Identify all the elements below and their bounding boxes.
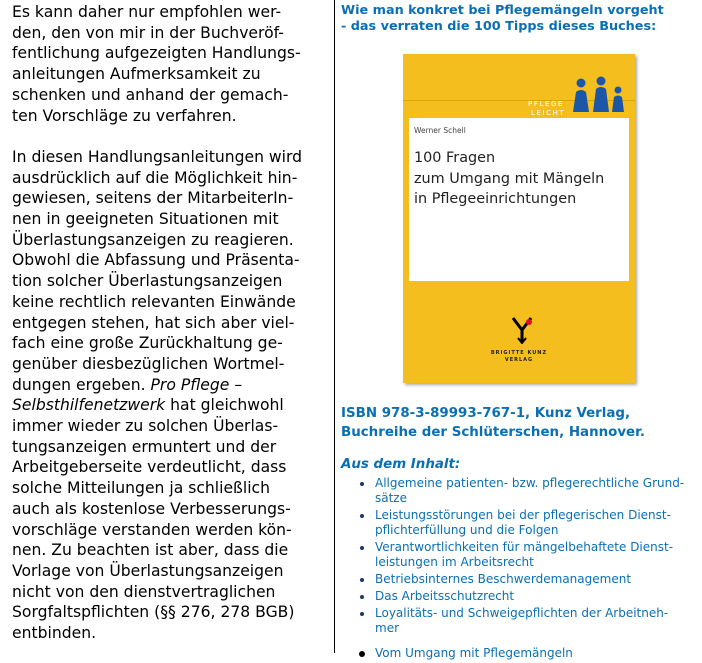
- cover-title-panel: [409, 118, 629, 281]
- bullet-icon: [360, 578, 364, 582]
- publisher-name: VERLAG: [504, 357, 534, 363]
- text-line: Obwohl die Abfassung und Präsenta-: [12, 251, 300, 270]
- paragraph-1: [12, 2, 330, 126]
- italic-name: Selbsthilfenetzwerk: [12, 396, 166, 415]
- list-item: Allgemeine patienten- bzw. pflegerechtliche Grund- sätze: [355, 476, 695, 506]
- text-line: ausdrücklich auf die Möglichkeit hin-: [12, 168, 298, 187]
- bullet-icon: [360, 612, 364, 616]
- text-line: Überlastungsanzeigen zu reagieren.: [12, 230, 294, 249]
- book-heading: [341, 3, 697, 35]
- text-line: Arbeitgeberseite verdeutlicht, dass: [12, 458, 287, 477]
- text-line: tungsanzeigen ermuntert und der: [12, 437, 277, 456]
- text-line: Sorgfaltspflichten (§§ 276, 278 BGB): [12, 603, 295, 622]
- bullet-icon: [360, 546, 364, 550]
- text-line: ten Vorschläge zu verfahren.: [12, 106, 237, 125]
- text-line: tion solcher Überlastungsanzeigen: [12, 272, 283, 291]
- book-cover[interactable]: [403, 54, 635, 383]
- contents-heading: Aus dem Inhalt:: [341, 457, 461, 472]
- bullet-icon: [360, 514, 364, 518]
- series-label: PFLEGE: [528, 100, 565, 108]
- list-item: Betriebsinternes Beschwerdemanagement: [355, 572, 695, 587]
- text-line: nicht von den dienstvertraglichen: [12, 582, 276, 601]
- text-line: keine rechtlich relevanten Einwände: [12, 292, 296, 311]
- column-divider: [334, 0, 335, 653]
- title-line: zum Umgang mit Mängeln: [414, 170, 605, 187]
- list-item: Vom Umgang mit Pflegemängeln: [355, 646, 695, 661]
- bullet-icon: [360, 595, 364, 599]
- text-line: nen in geeigneten Situationen mit: [12, 210, 279, 229]
- contents-list: [355, 476, 695, 663]
- text-line: In diesen Handlungsanleitungen wird: [12, 147, 303, 166]
- text-line: vorschläge verstanden werden kön-: [12, 520, 292, 539]
- text-line: schenken und anhand der gemach-: [12, 85, 289, 104]
- bullet-icon: [359, 651, 365, 657]
- text-line: entgegen stehen, hat sich aber viel-: [12, 313, 295, 332]
- isbn-line: Buchreihe der Schlüterschen, Hannover.: [341, 425, 645, 440]
- text-line: gewiesen, seitens der MitarbeiterIn-: [12, 189, 294, 208]
- text-line: den, den von mir in der Buchveröf-: [12, 23, 284, 42]
- text-line: nen. Zu beachten ist aber, dass die: [12, 541, 289, 560]
- text-line: fentlichung aufgezeigten Handlungs-: [12, 44, 301, 63]
- heading-line: - das verraten die 100 Tipps dieses Buches:: [341, 19, 657, 34]
- list-item: Loyalitäts- und Schweigepflichten der Arbeitneh- mer: [355, 606, 695, 636]
- text-line: immer wieder zu solchen Überlas-: [12, 417, 279, 436]
- book-info-column: [341, 0, 697, 660]
- list-item: Verantwortlichkeiten für mängelbehaftete Dienst- leistungen im Arbeitsrecht: [355, 540, 695, 570]
- heading-line: Wie man konkret bei Pflegemängeln vorgeht: [341, 3, 664, 18]
- isbn-info: [341, 404, 697, 442]
- text-line: anleitungen Aufmerksamkeit zu: [12, 65, 261, 84]
- people-logo-icon: [567, 76, 627, 112]
- text-fragment: hat gleichwohl: [165, 396, 284, 415]
- list-item: Leistungsstörungen bei der pflegerischen Dienst- pflichterfüllung und die Folgen: [355, 508, 695, 538]
- title-line: 100 Fragen: [414, 150, 496, 166]
- text-line: auch als kostenlose Verbesserungs-: [12, 499, 291, 518]
- list-item: Das Arbeitsschutzrecht: [355, 589, 695, 604]
- title-line: in Pflegeeinrichtungen: [414, 191, 577, 208]
- text-line: solche Mitteilungen ja schließlich: [12, 479, 271, 498]
- body-text-column: [12, 2, 330, 644]
- text-fragment: dungen ergeben.: [12, 375, 151, 394]
- book-author: Werner Schell: [414, 126, 466, 135]
- book-title: [414, 148, 624, 210]
- paragraph-2: [12, 147, 330, 644]
- isbn-line: ISBN 978-3-89993-767-1, Kunz Verlag,: [341, 406, 631, 421]
- bullet-icon: [360, 482, 364, 486]
- text-line: entbinden.: [12, 624, 97, 643]
- text-line: Vorlage von Überlastungsanzeigen: [12, 561, 284, 580]
- italic-name: Pro Pflege –: [150, 375, 243, 394]
- publisher-logo-icon: [509, 316, 535, 344]
- text-line: genüber diesbezüglichen Wortmel-: [12, 354, 285, 373]
- series-label: LEICHT: [531, 109, 566, 117]
- publisher-name: BRIGITTE KUNZ: [490, 350, 548, 356]
- text-line: Es kann daher nur empfohlen wer-: [12, 3, 282, 21]
- text-line: fach eine große Zurückhaltung ge-: [12, 334, 283, 353]
